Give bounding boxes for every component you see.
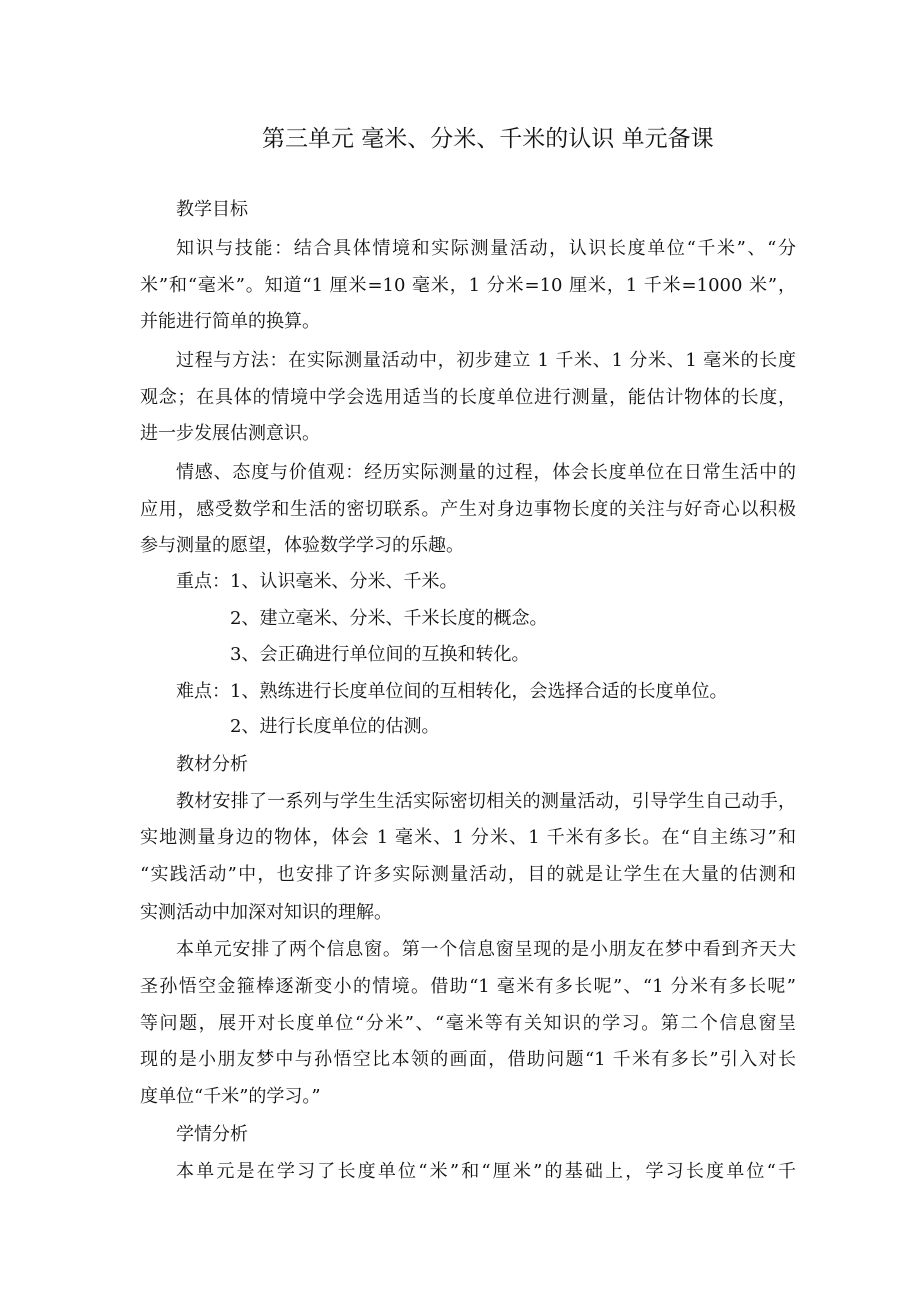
paragraph-line: 过程与方法：在实际测量活动中，初步建立 1 千米、1 分米、1 毫米的长度 bbox=[176, 350, 796, 371]
section-heading: 重点：1、认识毫米、分米、千米。 bbox=[176, 571, 458, 592]
paragraph-line: 等问题，展开对长度单位“分米”、“毫米等有关知识的学习。第二个信息窗呈 bbox=[140, 1013, 796, 1034]
paragraph-line: 实测活动中加深对知识的理解。 bbox=[140, 902, 392, 923]
document-title: 第三单元 毫米、分米、千米的认识 单元备课 bbox=[262, 126, 714, 152]
paragraph-line: 教材安排了一系列与学生生活实际密切相关的测量活动，引导学生自己动手， bbox=[176, 791, 796, 812]
paragraph-line: 情感、态度与价值观：经历实际测量的过程，体会长度单位在日常生活中的 bbox=[176, 462, 796, 483]
paragraph-line: 圣孙悟空金箍棒逐渐变小的情境。借助“1 毫米有多长呢”、“1 分米有多长呢” bbox=[140, 976, 796, 997]
paragraph-line: “实践活动”中，也安排了许多实际测量活动，目的就是让学生在大量的估测和 bbox=[140, 864, 796, 885]
section-heading: 教学目标 bbox=[176, 199, 248, 220]
paragraph-line: 并能进行简单的换算。 bbox=[140, 311, 320, 332]
paragraph-line: 2、建立毫米、分米、千米长度的概念。 bbox=[230, 608, 548, 629]
paragraph-line: 知识与技能：结合具体情境和实际测量活动，认识长度单位“千米”、“分 bbox=[176, 238, 796, 259]
paragraph-line: 本单元是在学习了长度单位“米”和“厘米”的基础上，学习长度单位“千 bbox=[176, 1161, 796, 1182]
paragraph-line: 现的是小朋友梦中与孙悟空比本领的画面，借助问题“1 千米有多长”引入对长 bbox=[140, 1049, 796, 1070]
paragraph-line: 应用，感受数学和生活的密切联系。产生对身边事物长度的关注与好奇心以积极 bbox=[140, 499, 796, 520]
paragraph-line: 实地测量身边的物体，体会 1 毫米、1 分米、1 千米有多长。在“自主练习”和 bbox=[140, 827, 796, 848]
paragraph-line: 度单位“千米”的学习。” bbox=[140, 1086, 321, 1107]
paragraph-line: 3、会正确进行单位间的互换和转化。 bbox=[230, 644, 530, 665]
section-heading: 教材分析 bbox=[176, 754, 248, 775]
paragraph-line: 进一步发展估测意识。 bbox=[140, 423, 320, 444]
paragraph-line: 2、进行长度单位的估测。 bbox=[230, 716, 440, 737]
paragraph-line: 米”和“毫米”。知道“1 厘米=10 毫米，1 分米=10 厘米，1 千米=1000 米”， bbox=[140, 275, 796, 296]
section-heading: 学情分析 bbox=[176, 1124, 248, 1145]
paragraph-line: 参与测量的愿望，体验数学学习的乐趣。 bbox=[140, 535, 464, 556]
paragraph-line: 观念；在具体的情境中学会选用适当的长度单位进行测量，能估计物体的长度， bbox=[140, 387, 796, 408]
paragraph-line: 本单元安排了两个信息窗。第一个信息窗呈现的是小朋友在梦中看到齐天大 bbox=[176, 939, 796, 960]
section-heading: 难点：1、熟练进行长度单位间的互相转化，会选择合适的长度单位。 bbox=[176, 681, 728, 702]
